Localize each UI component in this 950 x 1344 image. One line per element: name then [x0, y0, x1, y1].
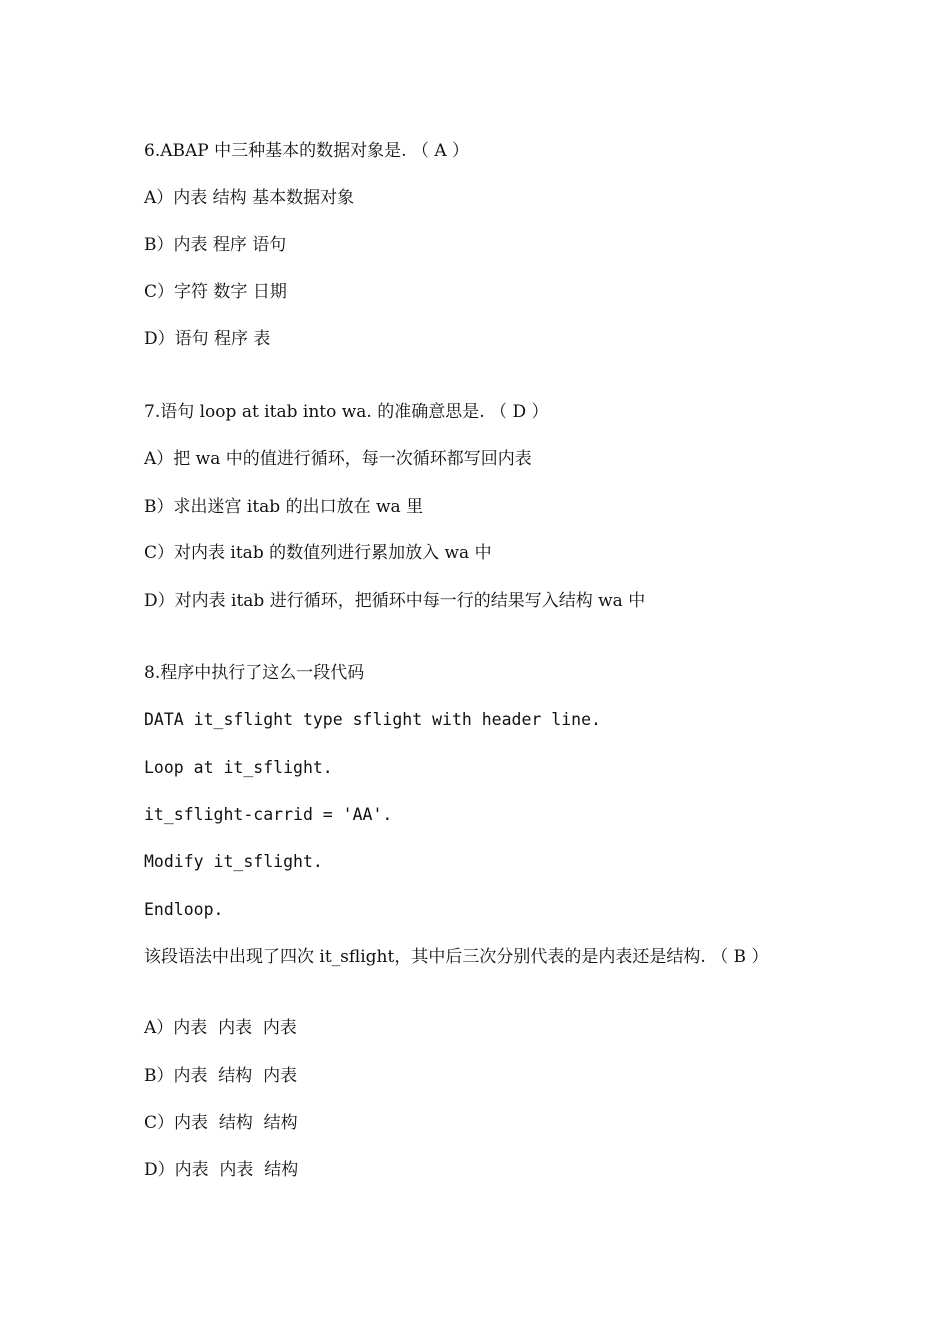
question-8-followup: 该段语法中出现了四次 it_sflight，其中后三次分别代表的是内表还是结构. （ B ） — [144, 947, 769, 967]
code-line-1: DATA it_sflight type sflight with header line. — [144, 710, 601, 729]
question-7-option-b: B）求出迷宫 itab 的出口放在 wa 里 — [144, 497, 424, 517]
question-8-option-a: A）内表 内表 内表 — [144, 1018, 297, 1038]
code-line-5: Endloop. — [144, 900, 224, 919]
question-6-option-a: A）内表 结构 基本数据对象 — [144, 188, 355, 208]
question-6-stem: 6.ABAP 中三种基本的数据对象是. （ A ） — [144, 141, 469, 161]
question-7-option-c: C）对内表 itab 的数值列进行累加放入 wa 中 — [144, 543, 492, 563]
code-line-2: Loop at it_sflight. — [144, 758, 333, 777]
code-line-4: Modify it_sflight. — [144, 852, 323, 871]
question-7-option-a: A）把 wa 中的值进行循环，每一次循环都写回内表 — [144, 449, 532, 469]
code-line-3: it_sflight-carrid = 'AA'. — [144, 805, 393, 824]
question-8-option-c: C）内表 结构 结构 — [144, 1113, 298, 1133]
question-7-stem: 7.语句 loop at itab into wa. 的准确意思是. （ D ） — [144, 402, 549, 422]
question-8-option-b: B）内表 结构 内表 — [144, 1066, 298, 1086]
question-6-option-d: D）语句 程序 表 — [144, 329, 271, 349]
question-6-option-c: C）字符 数字 日期 — [144, 282, 287, 302]
question-7-option-d: D）对内表 itab 进行循环，把循环中每一行的结果写入结构 wa 中 — [144, 591, 646, 611]
question-6-option-b: B）内表 程序 语句 — [144, 235, 287, 255]
question-8-stem: 8.程序中执行了这么一段代码 — [144, 663, 365, 683]
question-8-option-d: D）内表 内表 结构 — [144, 1160, 299, 1180]
